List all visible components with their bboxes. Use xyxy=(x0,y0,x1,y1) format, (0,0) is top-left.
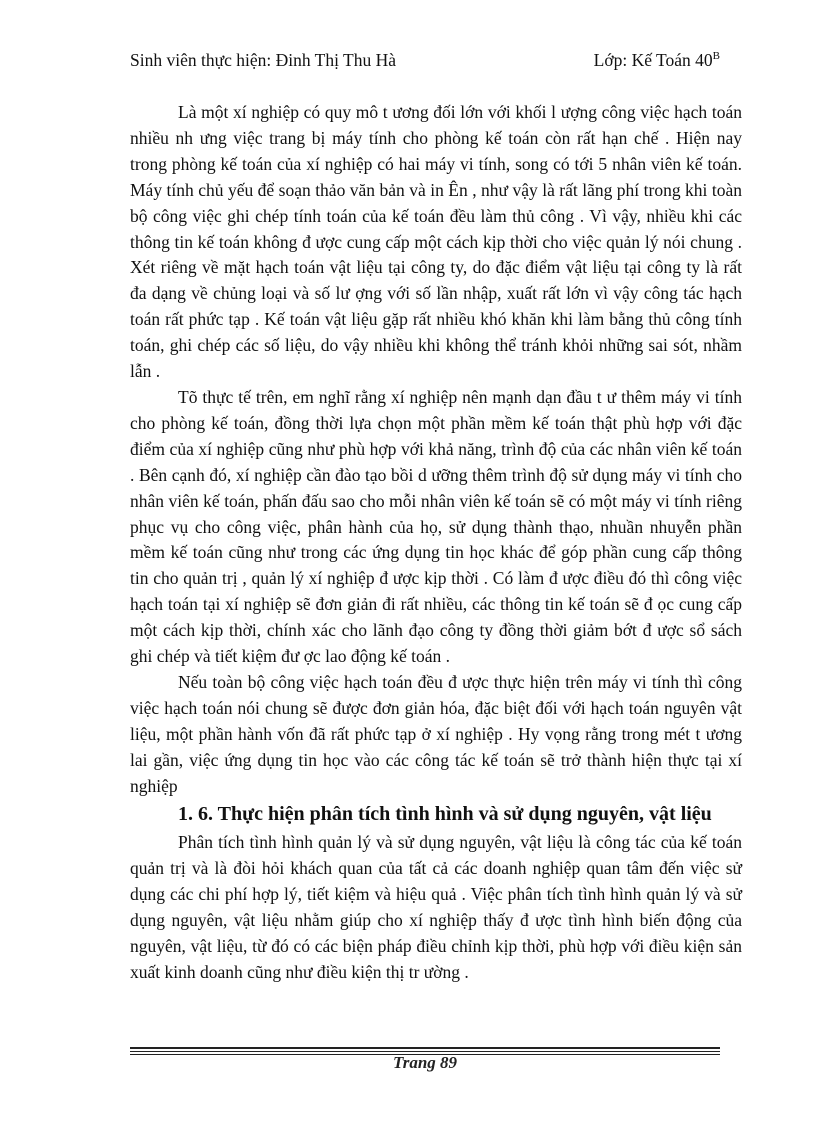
class-label xyxy=(594,50,720,71)
paragraph: Nếu toàn bộ công việc hạch toán đều đ ược thực hiện trên máy vi tính thì công việc hạch toán nói chung sẽ được đơn giản hóa, đặc biệt đối với hạch toán nguyên vật liệu, một phần hành vốn đã rất phức tạp ở xí nghiệp . Hy vọng rằng trong mét t ương lai gần, việc ứng dụng tin học vào các công tác kế toán sẽ trở thành hiện thực tại xí nghiệp xyxy=(130,671,742,796)
paragraph: Là một xí nghiệp có quy mô t ương đối lớn với khối l ượng công việc hạch toán nhiều nh ưng việc trang bị máy tính cho phòng kế toán còn rất hạn chế . Hiện nay trong phòng kế toán của xí nghiệp có hai máy vi tính, song có tới 5 nhân viên kế toán. Máy tính chủ yếu để soạn thảo văn bản và in Ên , như vậy là rất lãng phí trong khi toàn bộ công việc ghi chép tính toán của kế toán đều làm thủ công . Vì vậy, nhiều khi các thông tin kế toán không đ ược cung cấp một cách kịp thời cho việc quản lý nói chung . Xét riêng về mặt hạch toán vật liệu tại công ty, do đặc điểm vật liệu tại công ty là rất đa dạng về chủng loại và số lư ợng với số lần nhập, xuất rất lớn vì vậy công tác hạch toán rất phức tạp . Kế toán vật liệu gặp rất nhiều khó khăn khi làm bằng thủ công tính toán, ghi chép các số liệu, do vậy nhiều khi không thể tránh khỏi những sai sót, nhầm lẫn . xyxy=(130,102,742,382)
class-superscript: B xyxy=(712,50,720,62)
class-name: Lớp: Kế Toán 40 xyxy=(593,50,713,70)
section-paragraph: Phân tích tình hình quản lý và sử dụng nguyên, vật liệu là công tác của kế toán quản trị và là đòi hỏi khách quan của tất cả các doanh nghiệp quan tâm đến việc sử dụng các chi phí hợp lý, tiết kiệm và hiệu quả . Việc phân tích tình hình quản lý và sử dụng nguyên, vật liệu nhằm giúp cho xí nghiệp thấy đ ược tình hình biến động của nguyên, vật liệu, từ đó có các biện pháp điều chỉnh kịp thời, phù hợp với điều kiện sản xuất kinh doanh cũng như điều kiện thị tr ường . xyxy=(130,832,742,982)
body-text xyxy=(130,100,742,986)
page-header xyxy=(130,50,720,80)
student-name: Sinh viên thực hiện: Đinh Thị Thu Hà xyxy=(130,50,396,70)
page-footer xyxy=(130,1047,720,1117)
footer-rule xyxy=(130,1047,720,1049)
paragraph: Tõ thực tế trên, em nghĩ rằng xí nghiệp nên mạnh dạn đầu t ư thêm máy vi tính cho phòng kế toán, đồng thời lựa chọn một phần mềm kế toán thật phù hợp với đặc điểm của xí nghiệp cũng như phù hợp với khả năng, trình độ của các nhân viên kế toán . Bên cạnh đó, xí nghiệp cần đào tạo bồi d ưỡng thêm trình độ sử dụng máy vi tính cho nhân viên kế toán, phấn đấu sao cho mỗi nhân viên kế toán sẽ có một máy vi tính riêng phục vụ cho công việc, phân hành của họ, sử dụng thành thạo, nhuần nhuyễn phần mềm kế toán cũng như trong các ứng dụng tin học khác để góp phần cung cấp thông tin cho quản trị , quản lý xí nghiệp đ ược kịp thời . Có làm đ ược điều đó thì công việc hạch toán tại xí nghiệp sẽ đơn giản đi rất nhiều, các thông tin kế toán sẽ đ ọc cung cấp một cách kịp thời, chính xác cho lãnh đạo công ty đồng thời giảm bớt đ ược sổ sách ghi chép và tiết kiệm đư ợc lao động kế toán . xyxy=(130,386,742,667)
footer-rule xyxy=(130,1051,720,1052)
page-number: Trang 89 xyxy=(392,1053,458,1072)
section-heading: 1. 6. Thực hiện phân tích tình hình và sử dụng nguyên, vật liệu xyxy=(178,803,712,826)
